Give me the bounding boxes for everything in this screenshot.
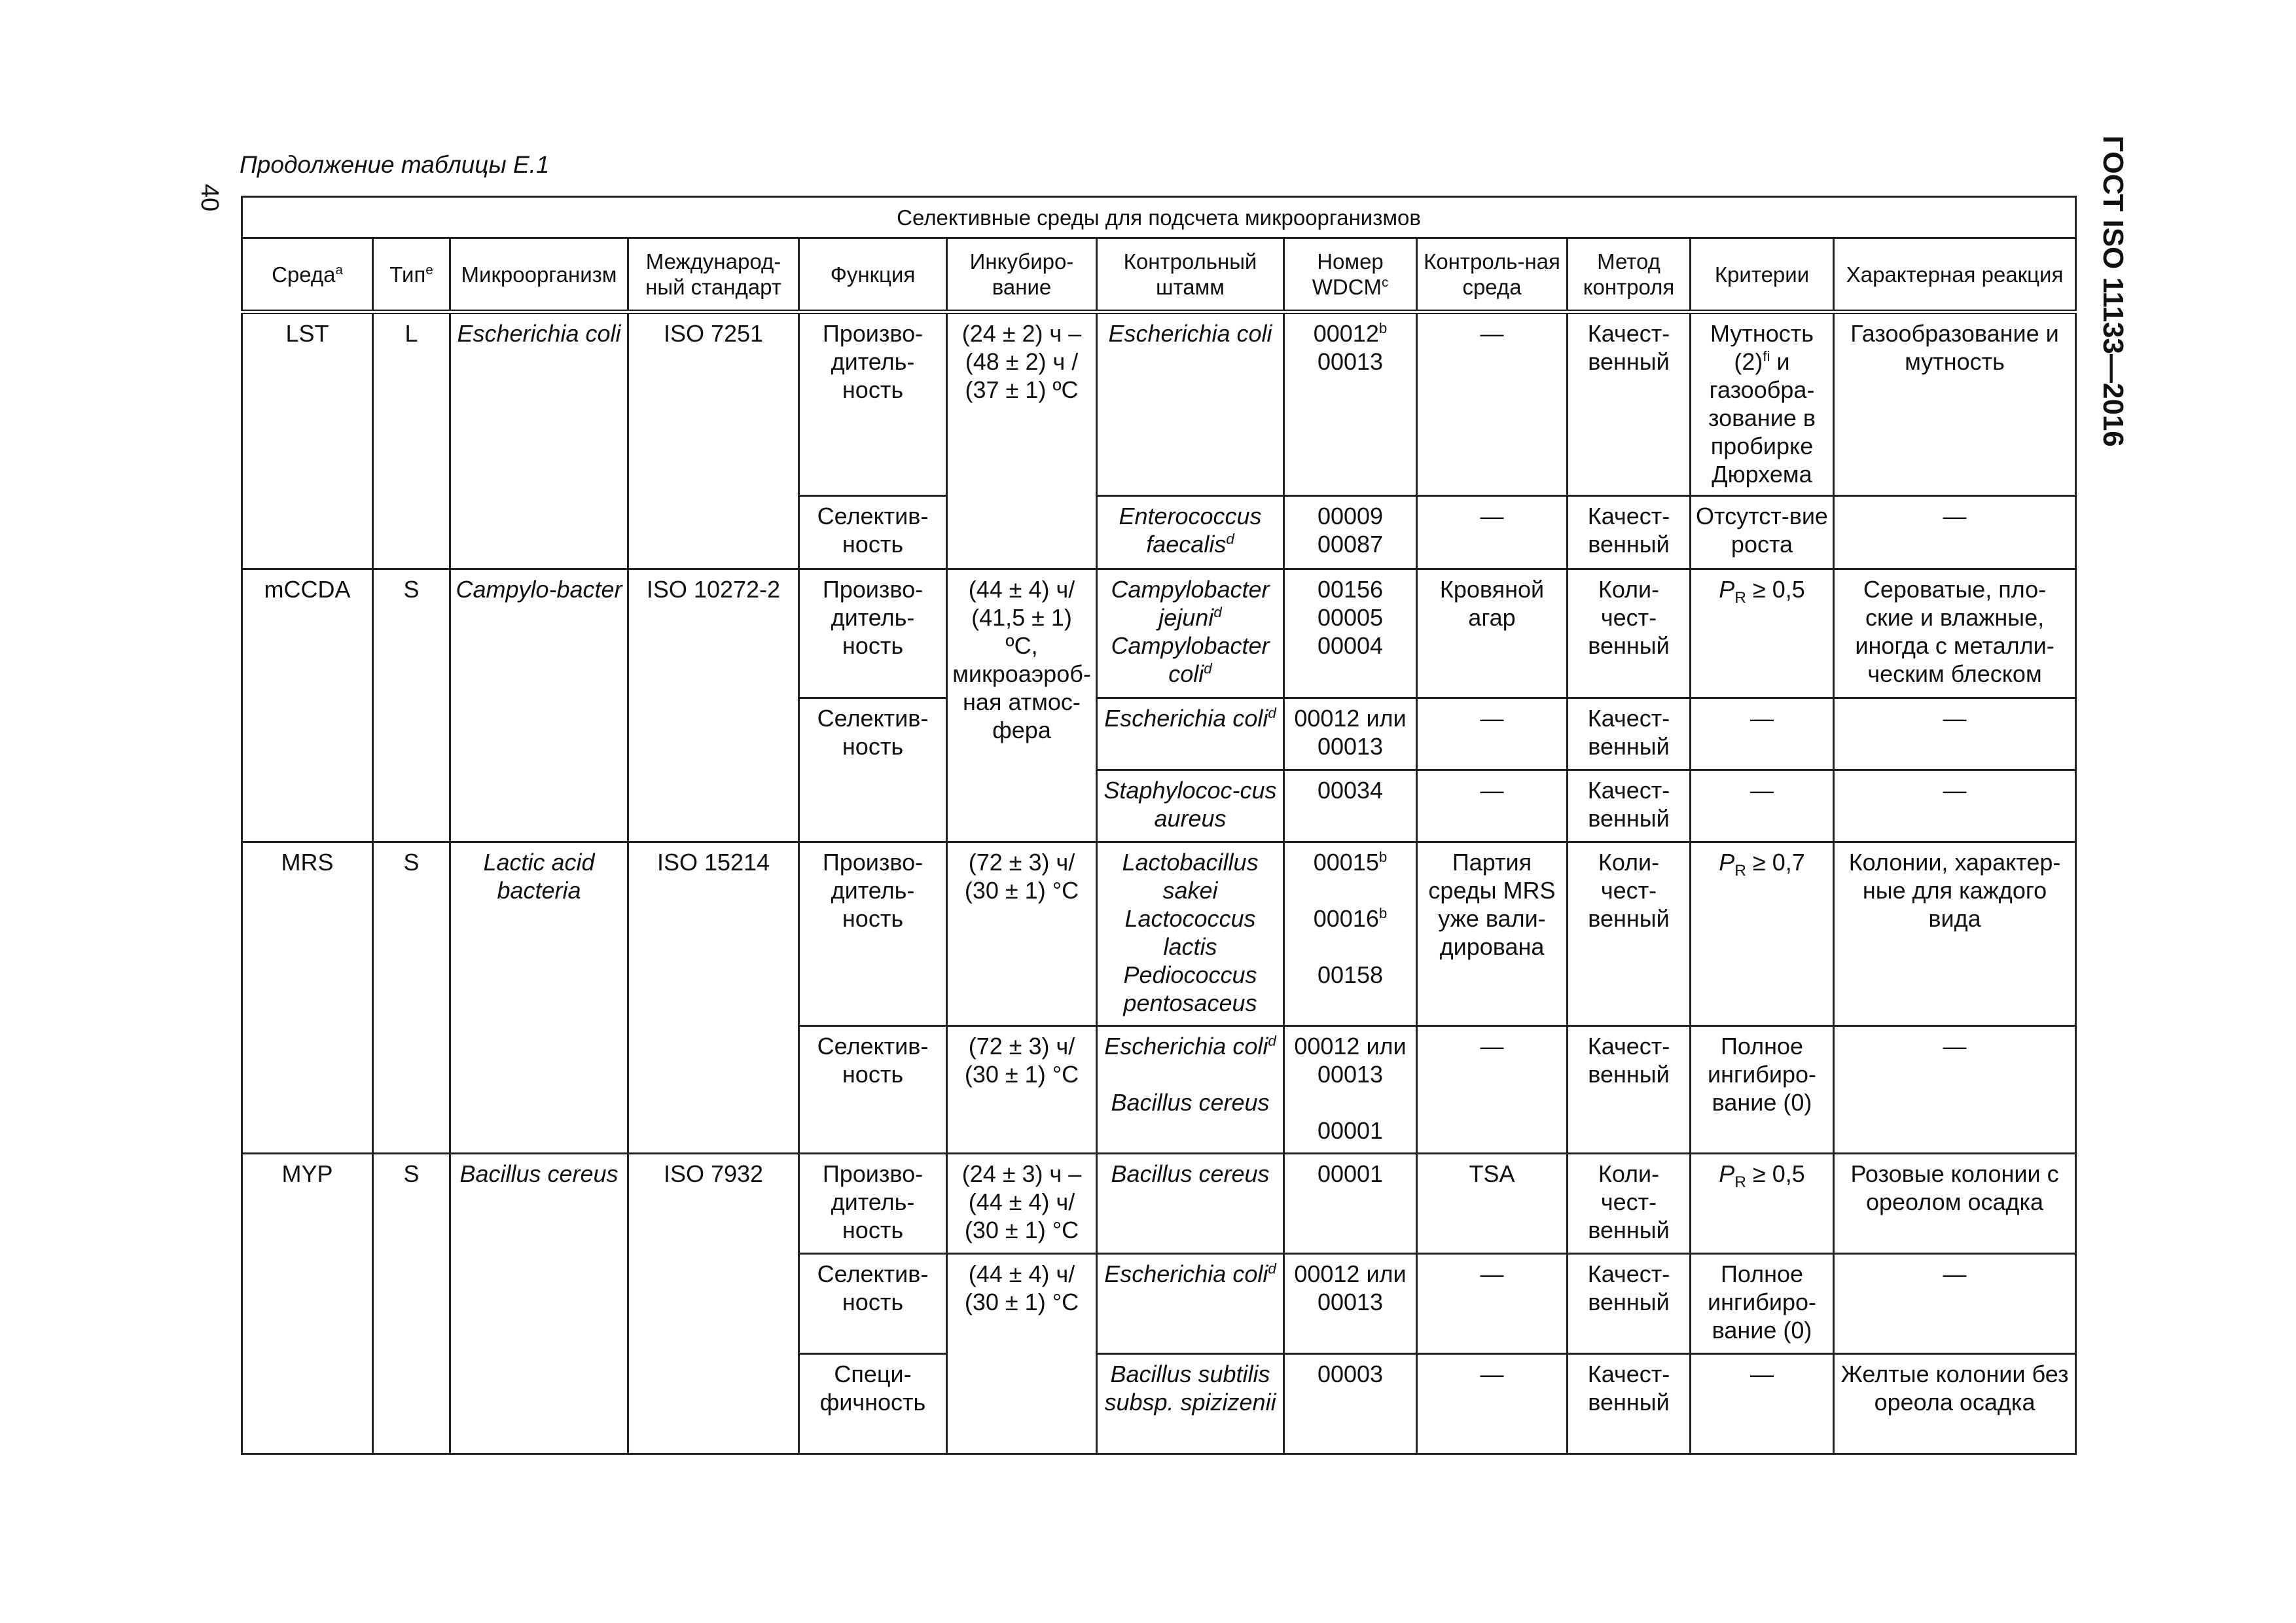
header-type: Тип$^e$ bbox=[373, 238, 450, 312]
cell-reaction: Розовые колонии с ореолом осадка bbox=[1834, 1154, 2076, 1254]
cell-reaction: Желтые колонии без ореола осадка bbox=[1834, 1354, 2076, 1454]
cell-incubation: (72 ± 3) ч/ (30 ± 1) °C bbox=[947, 842, 1097, 1026]
cell-wdcm: 00156 00005 00004 bbox=[1284, 569, 1417, 698]
cell-control-medium: Кровяной агар bbox=[1417, 569, 1568, 698]
cell-method: Качест-венный bbox=[1568, 698, 1691, 770]
header-standard: Международ-ный стандарт bbox=[628, 238, 799, 312]
cell-criteria: — bbox=[1691, 1354, 1834, 1454]
cell-criteria: $P_R \ge 0,7$ bbox=[1691, 842, 1834, 1026]
cell-criteria: $P_R \ge 0,5$ bbox=[1691, 1154, 1834, 1254]
header-function: Функция bbox=[799, 238, 947, 312]
cell-function: Произво-дитель-ность bbox=[799, 312, 947, 496]
cell-wdcm: 00003 bbox=[1284, 1354, 1417, 1454]
cell-standard-myp: ISO 7932 bbox=[628, 1154, 799, 1454]
cell-reaction: Сероватые, пло-ские и влажные, иногда с металли-ческим блеском bbox=[1834, 569, 2076, 698]
cell-wdcm: 00012 или 00013 00001 bbox=[1284, 1026, 1417, 1154]
table-title: Селективные среды для подсчета микроорганизмов bbox=[242, 197, 2076, 238]
cell-function: Селектив-ность bbox=[799, 1254, 947, 1354]
cell-method: Качест-венный bbox=[1568, 496, 1691, 569]
cell-medium-myp: MYP bbox=[242, 1154, 373, 1454]
cell-type-lst: L bbox=[373, 312, 450, 569]
cell-control-medium: — bbox=[1417, 1254, 1568, 1354]
cell-reaction: — bbox=[1834, 770, 2076, 842]
header-method: Метод контроля bbox=[1568, 238, 1691, 312]
cell-reaction: — bbox=[1834, 496, 2076, 569]
cell-function: Произво-дитель-ность bbox=[799, 569, 947, 698]
cell-standard-mccda: ISO 10272-2 bbox=[628, 569, 799, 842]
cell-function: Селектив-ность bbox=[799, 496, 947, 569]
table-row-myp-productivity bbox=[242, 1154, 2076, 1254]
cell-criteria: — bbox=[1691, 698, 1834, 770]
cell-microorganism-myp: Bacillus cereus bbox=[450, 1154, 628, 1454]
cell-method: Коли-чест-венный bbox=[1568, 1154, 1691, 1254]
cell-reaction: — bbox=[1834, 1026, 2076, 1154]
cell-incubation: (72 ± 3) ч/ (30 ± 1) °C bbox=[947, 1026, 1097, 1154]
cell-criteria: — bbox=[1691, 770, 1834, 842]
cell-wdcm: 00034 bbox=[1284, 770, 1417, 842]
cell-control-medium: — bbox=[1417, 698, 1568, 770]
cell-control-medium: — bbox=[1417, 496, 1568, 569]
cell-wdcm: 00015$^b$ 00016$^b$ 00158 bbox=[1284, 842, 1417, 1026]
cell-standard-lst: ISO 7251 bbox=[628, 312, 799, 569]
cell-wdcm: 00012 или 00013 bbox=[1284, 1254, 1417, 1354]
table-caption: Продолжение таблицы Е.1 bbox=[240, 151, 550, 178]
cell-control-strain: Escherichia coli$^d$ bbox=[1097, 1254, 1284, 1354]
cell-wdcm: 00012$^b$ 00013 bbox=[1284, 312, 1417, 496]
cell-control-medium: — bbox=[1417, 770, 1568, 842]
cell-control-strain: Campylobacter jejuni$^d$ Campylobacter coli$^d$ bbox=[1097, 569, 1284, 698]
cell-control-strain: Escherichia coli$^d$ Bacillus cereus bbox=[1097, 1026, 1284, 1154]
cell-medium-mrs: MRS bbox=[242, 842, 373, 1154]
cell-type-myp: S bbox=[373, 1154, 450, 1454]
cell-control-strain: Enterococcus faecalis$^d$ bbox=[1097, 496, 1284, 569]
cell-method: Качест-венный bbox=[1568, 1254, 1691, 1354]
page-number: 40 bbox=[196, 183, 223, 212]
header-control-strain: Контрольный штамм bbox=[1097, 238, 1284, 312]
header-wdcm: Номер WDCM$^c$ bbox=[1284, 238, 1417, 312]
cell-method: Коли-чест-венный bbox=[1568, 842, 1691, 1026]
cell-criteria: $P_R \ge 0,5$ bbox=[1691, 569, 1834, 698]
cell-control-medium: Партия среды MRS уже вали-дирована bbox=[1417, 842, 1568, 1026]
cell-control-medium: TSA bbox=[1417, 1154, 1568, 1254]
cell-type-mccda: S bbox=[373, 569, 450, 842]
cell-incubation-mccda: (44 ± 4) ч/ (41,5 ± 1) ºC, микроаэроб-ная атмос-фера bbox=[947, 569, 1097, 842]
cell-function: Произво-дитель-ность bbox=[799, 1154, 947, 1254]
cell-criteria: Отсутст-вие роста bbox=[1691, 496, 1834, 569]
cell-criteria: Полное ингибиро-вание (0) bbox=[1691, 1026, 1834, 1154]
cell-microorganism-mrs: Lactic acid bacteria bbox=[450, 842, 628, 1154]
cell-method: Качест-венный bbox=[1568, 1354, 1691, 1454]
header-medium: Среда$^a$ bbox=[242, 238, 373, 312]
header-criteria: Критерии bbox=[1691, 238, 1834, 312]
cell-incubation: (24 ± 3) ч – (44 ± 4) ч/ (30 ± 1) °C bbox=[947, 1154, 1097, 1254]
cell-function: Селектив-ность bbox=[799, 698, 947, 842]
cell-microorganism-mccda: Campylo-bacter bbox=[450, 569, 628, 842]
standard-identifier: ГОСТ ISO 11133—2016 bbox=[2097, 135, 2129, 447]
cell-wdcm: 00001 bbox=[1284, 1154, 1417, 1254]
cell-incubation: (44 ± 4) ч/ (30 ± 1) °C bbox=[947, 1254, 1097, 1454]
table-row-mccda-productivity bbox=[242, 569, 2076, 698]
cell-method: Качест-венный bbox=[1568, 1026, 1691, 1154]
cell-control-medium: — bbox=[1417, 1354, 1568, 1454]
cell-control-strain: Lactobacillus sakei Lactococcus lactis Pediococcus pentosaceus bbox=[1097, 842, 1284, 1026]
cell-function: Произво-дитель-ность bbox=[799, 842, 947, 1026]
cell-control-medium: — bbox=[1417, 312, 1568, 496]
cell-criteria: Мутность $(2)^{fi}$ и газообра-зование в пробирке Дюрхема bbox=[1691, 312, 1834, 496]
cell-control-strain: Bacillus subtilis subsp. spizizenii bbox=[1097, 1354, 1284, 1454]
cell-control-strain: Bacillus cereus bbox=[1097, 1154, 1284, 1254]
cell-reaction: Колонии, характер-ные для каждого вида bbox=[1834, 842, 2076, 1026]
cell-reaction: — bbox=[1834, 1254, 2076, 1354]
cell-method: Качест-венный bbox=[1568, 770, 1691, 842]
cell-method: Качест-венный bbox=[1568, 312, 1691, 496]
header-control-medium: Контроль-ная среда bbox=[1417, 238, 1568, 312]
cell-wdcm: 00012 или 00013 bbox=[1284, 698, 1417, 770]
cell-microorganism-lst: Escherichia coli bbox=[450, 312, 628, 569]
cell-control-strain: Escherichia coli$^d$ bbox=[1097, 698, 1284, 770]
cell-wdcm: 00009 00087 bbox=[1284, 496, 1417, 569]
cell-function: Специ-фичность bbox=[799, 1354, 947, 1454]
cell-reaction: — bbox=[1834, 698, 2076, 770]
cell-method: Коли-чест-венный bbox=[1568, 569, 1691, 698]
cell-control-strain: Staphylococ-cus aureus bbox=[1097, 770, 1284, 842]
selective-media-table bbox=[241, 196, 2077, 1455]
cell-type-mrs: S bbox=[373, 842, 450, 1154]
header-incubation: Инкубиро-вание bbox=[947, 238, 1097, 312]
table-row-lst-productivity bbox=[242, 312, 2076, 496]
cell-control-strain: Escherichia coli bbox=[1097, 312, 1284, 496]
cell-incubation-lst: (24 ± 2) ч – (48 ± 2) ч / (37 ± 1) ºC bbox=[947, 312, 1097, 569]
cell-function: Селектив-ность bbox=[799, 1026, 947, 1154]
cell-standard-mrs: ISO 15214 bbox=[628, 842, 799, 1154]
cell-criteria: Полное ингибиро-вание (0) bbox=[1691, 1254, 1834, 1354]
cell-medium-mccda: mCCDA bbox=[242, 569, 373, 842]
header-microorganism: Микроорганизм bbox=[450, 238, 628, 312]
header-reaction: Характерная реакция bbox=[1834, 238, 2076, 312]
table-row-mrs-productivity bbox=[242, 842, 2076, 1026]
cell-reaction: Газообразование и мутность bbox=[1834, 312, 2076, 496]
cell-medium-lst: LST bbox=[242, 312, 373, 569]
cell-control-medium: — bbox=[1417, 1026, 1568, 1154]
